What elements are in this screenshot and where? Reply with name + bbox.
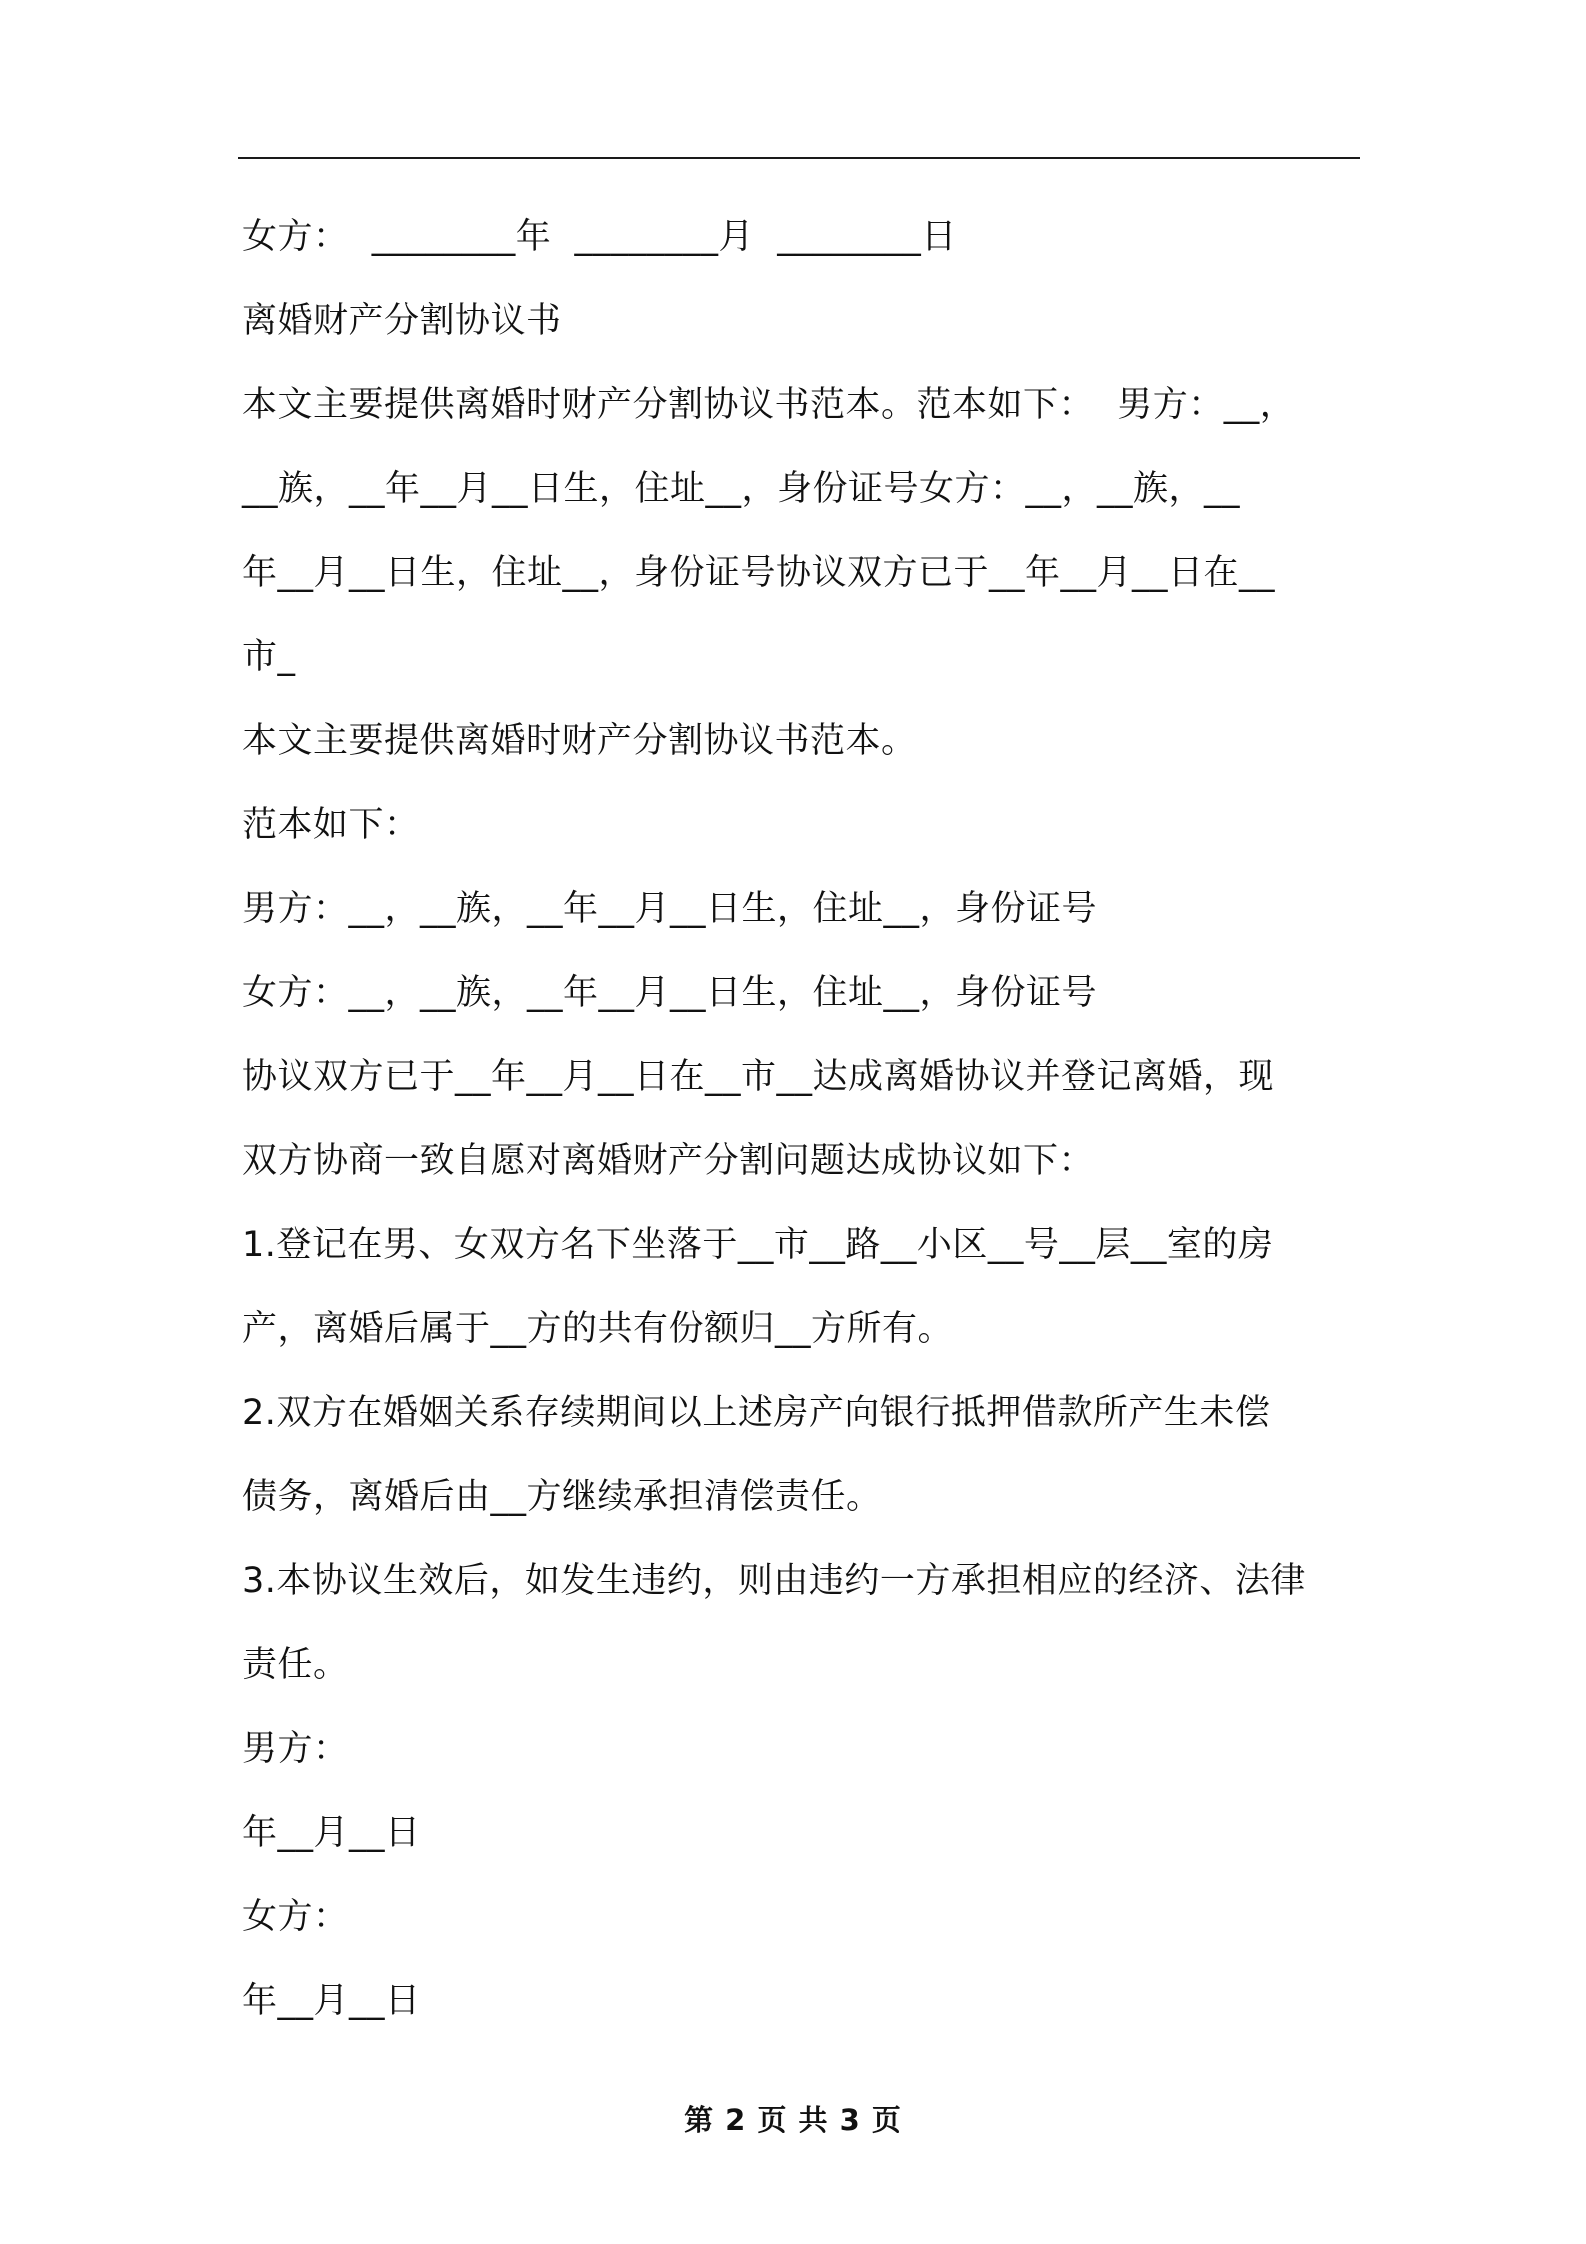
document-body xyxy=(242,195,1362,2043)
text-line: 范本如下： xyxy=(242,805,420,845)
page-number: 第 2 页 共 3 页 xyxy=(684,2103,902,2137)
text-line: __族，__年__月__日生，住址__，身份证号女方：__，__族，__ xyxy=(242,469,1241,509)
clause-2-line: 债务，离婚后由__方继续承担清偿责任。 xyxy=(242,1477,882,1517)
signature-male-date: 年__月__日 xyxy=(242,1813,421,1853)
signature-male-label: 男方： xyxy=(242,1729,349,1769)
text-line: 本文主要提供离婚时财产分割协议书范本。 xyxy=(242,721,917,761)
clause-1-line: 1.登记在男、女双方名下坐落于__市__路__小区__号__层__室的房 xyxy=(242,1225,1274,1265)
document-title: 离婚财产分割协议书 xyxy=(242,301,562,341)
text-line: 男方：__，__族，__年__月__日生，住址__，身份证号 xyxy=(242,889,1098,929)
text-line: 双方协商一致自愿对离婚财产分割问题达成协议如下： xyxy=(242,1141,1095,1181)
clause-3-line: 3.本协议生效后，如发生违约，则由违约一方承担相应的经济、法律 xyxy=(242,1561,1306,1601)
text-line: 市_ xyxy=(242,637,296,677)
text-line: 女方： ________年 ________月 ________日 xyxy=(242,217,957,257)
text-line: 年__月__日生，住址__，身份证号协议双方已于__年__月__日在__ xyxy=(242,553,1276,593)
header-rule xyxy=(238,157,1360,159)
signature-female-date: 年__月__日 xyxy=(242,1981,421,2021)
clause-2-line: 2.双方在婚姻关系存续期间以上述房产向银行抵押借款所产生未偿 xyxy=(242,1393,1271,1433)
signature-female-label: 女方： xyxy=(242,1897,349,1937)
clause-1-line: 产，离婚后属于__方的共有份额归__方所有。 xyxy=(242,1309,954,1349)
text-line: 本文主要提供离婚时财产分割协议书范本。范本如下： 男方：__， xyxy=(242,385,1296,425)
clause-3-line: 责任。 xyxy=(242,1645,349,1685)
text-line: 协议双方已于__年__月__日在__市__达成离婚协议并登记离婚，现 xyxy=(242,1057,1275,1097)
text-line: 女方：__，__族，__年__月__日生，住址__，身份证号 xyxy=(242,973,1098,1013)
